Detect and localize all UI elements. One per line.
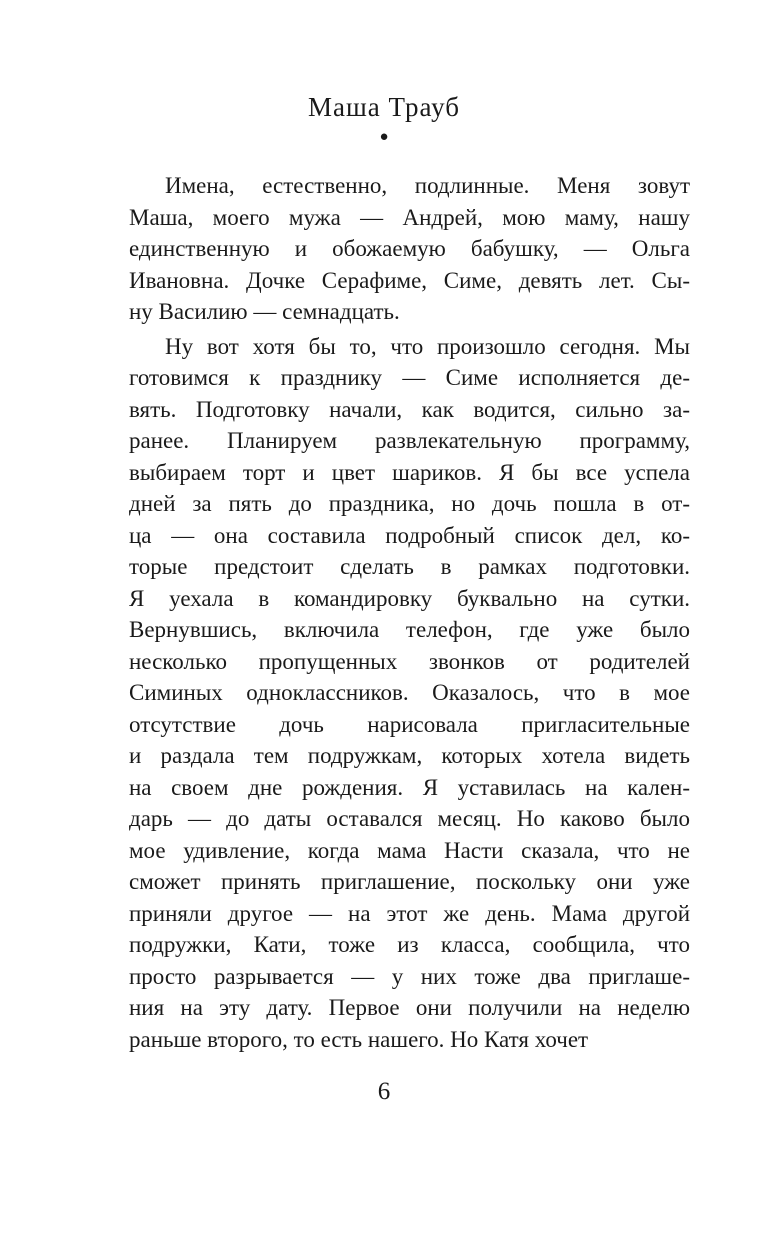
text-line: ния на эту дату. Первое они получили на неделю <box>129 995 690 1020</box>
text-line: Ивановна. Дочке Серафиме, Симе, девять лет. Сы- <box>129 267 690 293</box>
text-line: отсутствие дочь нарисовала пригласительные <box>129 711 690 737</box>
text-line: Маша, моего мужа — Андрей, мою маму, нашу <box>129 204 690 230</box>
page-number: 6 <box>377 1078 391 1105</box>
text-line: раньше второго, то есть нашего. Но Катя хочет <box>129 1026 589 1052</box>
text-line: дней за пять до праздника, но дочь пошла в от- <box>129 491 690 516</box>
text-line: Ну вот хотя бы то, что произошло сегодня. Мы <box>165 333 690 359</box>
paragraph <box>129 331 690 1056</box>
text-line: и раздала тем подружкам, которых хотела видеть <box>129 743 690 768</box>
running-head-author: Маша Трауб <box>308 92 460 122</box>
text-line: дарь — до даты оставался месяц. Но каково было <box>129 806 690 831</box>
text-line: вять. Подготовку начали, как водится, сильно за- <box>129 396 690 422</box>
text-line: Симиных одноклассников. Оказалось, что в мое <box>129 680 690 705</box>
text-line: просто разрывается — у них тоже два приглаше- <box>129 963 690 989</box>
text-line: сможет принять приглашение, поскольку они уже <box>129 869 690 894</box>
text-line: подружки, Кати, тоже из класса, сообщила, что <box>129 932 690 957</box>
text-line: ну Василию — семнадцать. <box>129 299 400 324</box>
text-line: приняли другое — на этот же день. Мама другой <box>129 900 690 926</box>
text-line: ца — она составила подробный список дел, ко- <box>129 522 690 548</box>
text-line: готовимся к празднику — Симе исполняется де- <box>129 365 690 390</box>
text-line: Я уехала в командировку буквально на сутки. <box>129 585 690 611</box>
bullet-separator-icon: ● <box>379 129 389 145</box>
text-line: ранее. Планируем развлекательную программу, <box>129 428 690 453</box>
text-line: на своем дне рождения. Я уставилась на кален- <box>129 774 690 800</box>
paragraph <box>129 170 690 328</box>
text-line: выбираем торт и цвет шариков. Я бы все успела <box>129 459 690 485</box>
text-line: единственную и обожаемую бабушку, — Ольга <box>129 236 690 261</box>
text-line: мое удивление, когда мама Насти сказала, что не <box>129 837 690 863</box>
text-line: несколько пропущенных звонков от родителей <box>129 648 690 674</box>
text-line: Вернувшись, включила телефон, где уже было <box>129 617 690 642</box>
body-text <box>129 170 690 1055</box>
text-line: Имена, естественно, подлинные. Меня зовут <box>165 173 690 198</box>
text-line: торые предстоит сделать в рамках подготовки. <box>129 554 690 579</box>
